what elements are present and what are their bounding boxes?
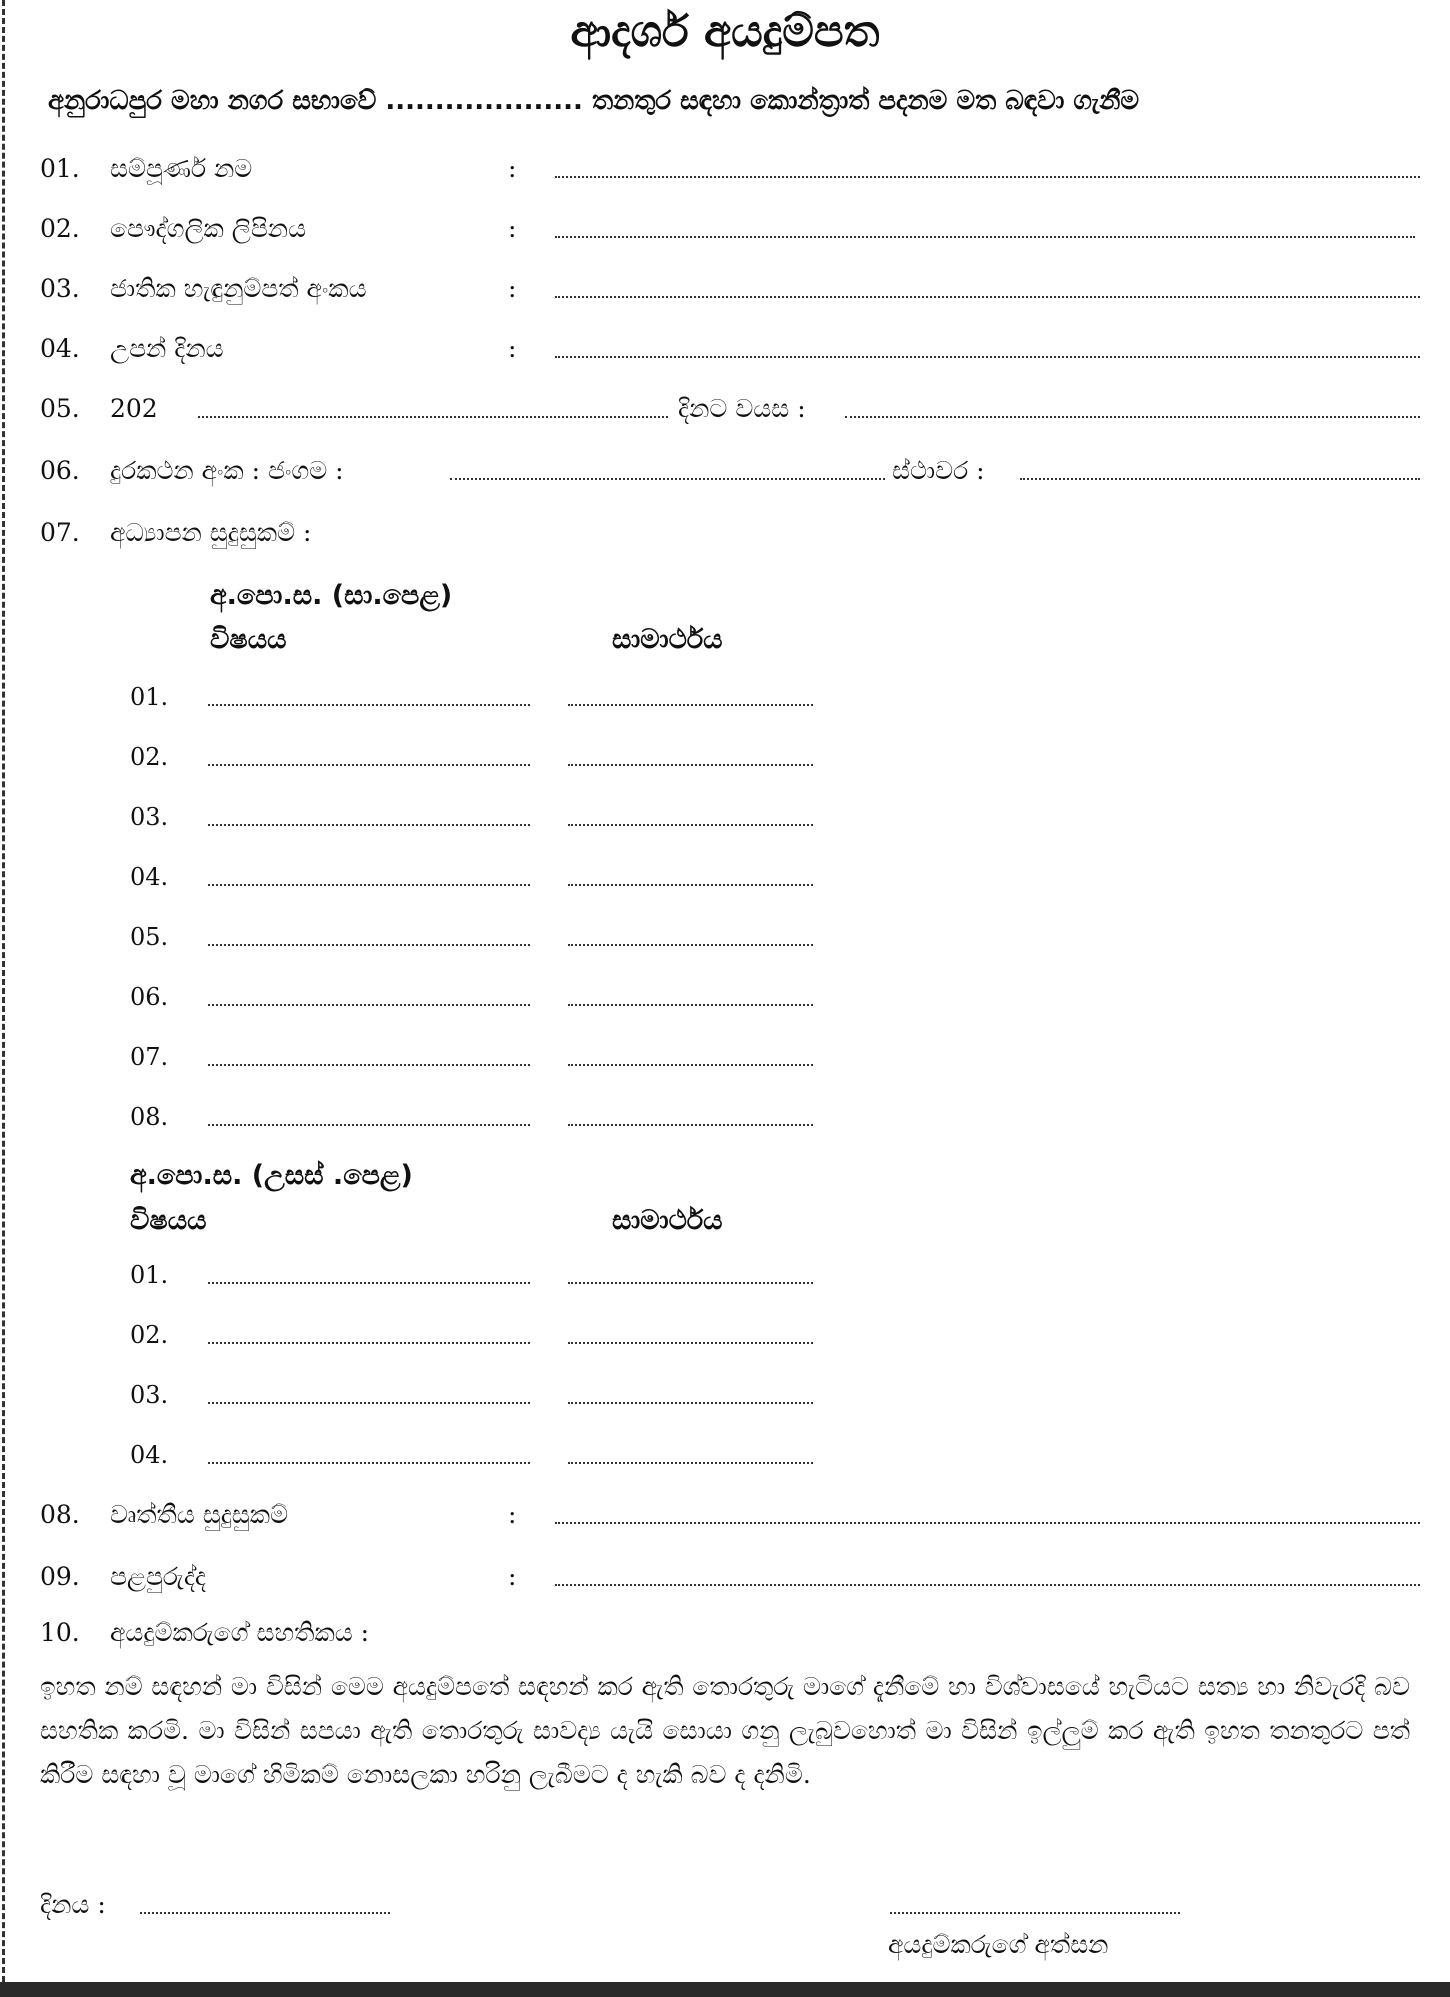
age-year-prefix: 202 <box>110 394 158 423</box>
grade-input-line[interactable] <box>568 824 813 826</box>
signature-input-line[interactable] <box>890 1912 1180 1914</box>
subject-row-number: 01. <box>130 1261 169 1289</box>
field-number: 03. <box>40 274 80 303</box>
subject-row <box>130 920 830 954</box>
subject-input-line[interactable] <box>208 1462 530 1464</box>
age-date-input-line[interactable] <box>198 416 668 418</box>
subject-row <box>130 800 830 834</box>
subject-row-number: 04. <box>130 863 169 891</box>
field-number: 04. <box>40 334 80 363</box>
field-age <box>40 392 1380 428</box>
field-colon: : <box>508 334 517 363</box>
declaration-paragraph: ඉහත නම් සඳහන් මා විසින් මෙම අයදුම්පතේ සඳහන් කර ඇති තොරතුරු මාගේ දැනීමේ හා විශ්වාසයේ හැටියට සත්‍ය හා නිවැරදි බව සහතික කරමි. මා විසින් සපයා ඇති තොරතුරු සාවද්‍ය යැයි සොයා ගනු ලැබුවහොත් මා විසින් ඉල්ලුම් කර ඇති ඉහත තනතුරට පත් කිරීම සඳහා වූ මාගේ හිමිකම් නොසලකා හරිනු ලැබීමට ද හැකි බව ද දනිමි. <box>40 1672 1410 1789</box>
subject-row-number: 06. <box>130 983 169 1011</box>
subject-row <box>130 980 830 1014</box>
subject-input-line[interactable] <box>208 944 530 946</box>
nic-input-line[interactable] <box>555 296 1420 298</box>
grade-input-line[interactable] <box>568 1342 813 1344</box>
subject-row <box>130 740 830 774</box>
phone-landline-label: ස්ථාවර : <box>892 456 985 485</box>
subject-input-line[interactable] <box>208 704 530 706</box>
field-label: පළපුරුද්ද <box>110 1562 207 1591</box>
field-label: සම්පූර්ණ නම <box>110 154 253 183</box>
subject-row-number: 03. <box>130 803 169 831</box>
grade-input-line[interactable] <box>568 704 813 706</box>
field-colon: : <box>508 1500 517 1529</box>
field-label: පෞද්ගලික ලිපිනය <box>110 214 307 243</box>
field-certification <box>40 1616 640 1652</box>
subject-row-number: 03. <box>130 1381 169 1409</box>
field-label: අයදුම්කරුගේ සහතිකය : <box>110 1618 370 1647</box>
field-colon: : <box>508 154 517 183</box>
age-input-line[interactable] <box>845 416 1420 418</box>
subject-row <box>130 680 830 714</box>
field-label: වෘත්තීය සුදුසුකම් <box>110 1500 289 1529</box>
grade-input-line[interactable] <box>568 1124 813 1126</box>
date-field <box>40 1888 106 1924</box>
subject-row <box>130 1378 830 1412</box>
ol-grade-header: සාමාර්ථය <box>612 624 723 655</box>
field-colon: : <box>508 1562 517 1591</box>
field-number: 02. <box>40 214 80 243</box>
subject-row-number: 04. <box>130 1441 169 1469</box>
phone-mobile-label: දුරකථන අංක : ජංගම : <box>110 456 344 485</box>
subject-input-line[interactable] <box>208 764 530 766</box>
field-colon: : <box>508 214 517 243</box>
subject-input-line[interactable] <box>208 1064 530 1066</box>
field-label: උපන් දිනය <box>110 334 224 363</box>
grade-input-line[interactable] <box>568 1462 813 1464</box>
grade-input-line[interactable] <box>568 764 813 766</box>
date-input-line[interactable] <box>140 1912 390 1914</box>
landline-input-line[interactable] <box>1020 478 1420 480</box>
address-input-line[interactable] <box>555 236 1415 238</box>
field-number: 07. <box>40 518 80 547</box>
field-label: ජාතික හැඳුනුම්පත් අංකය <box>110 274 367 303</box>
subject-row <box>130 1438 830 1472</box>
subject-row <box>130 1040 830 1074</box>
subject-input-line[interactable] <box>208 1402 530 1404</box>
field-number: 08. <box>40 1500 80 1529</box>
subject-row <box>130 1258 830 1292</box>
ol-heading: අ.පො.ස. (සා.පෙළ) <box>210 580 453 611</box>
grade-input-line[interactable] <box>568 1402 813 1404</box>
mobile-input-line[interactable] <box>450 478 885 480</box>
al-subject-header: විෂයය <box>130 1205 207 1236</box>
grade-input-line[interactable] <box>568 1064 813 1066</box>
subject-row-number: 01. <box>130 683 169 711</box>
form-title: ආදර්ශ අයදුම්පත <box>570 6 880 57</box>
field-full-name <box>40 152 1380 188</box>
grade-input-line[interactable] <box>568 884 813 886</box>
grade-input-line[interactable] <box>568 1282 813 1284</box>
subject-row-number: 07. <box>130 1043 169 1071</box>
field-address <box>40 212 1380 248</box>
full-name-input-line[interactable] <box>555 176 1420 178</box>
field-colon: : <box>508 274 517 303</box>
subject-row-number: 02. <box>130 743 169 771</box>
subject-input-line[interactable] <box>208 884 530 886</box>
field-number: 05. <box>40 394 80 423</box>
subject-input-line[interactable] <box>208 1004 530 1006</box>
field-number: 09. <box>40 1562 80 1591</box>
experience-input-line[interactable] <box>555 1584 1420 1586</box>
grade-input-line[interactable] <box>568 944 813 946</box>
subject-row-number: 05. <box>130 923 169 951</box>
bottom-band <box>0 1982 1450 1997</box>
field-professional-qualifications <box>40 1498 1380 1534</box>
al-heading: අ.පො.ස. (උසස් .පෙළ) <box>130 1160 413 1191</box>
subject-input-line[interactable] <box>208 1342 530 1344</box>
professional-input-line[interactable] <box>555 1522 1420 1524</box>
subject-row <box>130 860 830 894</box>
age-label: දිනට වයස : <box>678 394 806 423</box>
field-education <box>40 516 640 552</box>
subject-row-number: 02. <box>130 1321 169 1349</box>
subject-input-line[interactable] <box>208 1124 530 1126</box>
subject-input-line[interactable] <box>208 824 530 826</box>
subject-row <box>130 1318 830 1352</box>
date-label: දිනය : <box>40 1890 106 1919</box>
field-number: 06. <box>40 456 80 485</box>
field-date-of-birth <box>40 332 1380 368</box>
al-grade-header: සාමාර්ථය <box>612 1205 723 1236</box>
subject-input-line[interactable] <box>208 1282 530 1284</box>
signature-label: අයදුම්කරුගේ අත්සන <box>888 1930 1109 1959</box>
subject-row <box>130 1100 830 1134</box>
form-subtitle: අනුරාධපුර මහා නගර සභාවේ .................... තනතුර සඳහා කොන්ත්‍රාත් පදනම මත බඳවා ගැනීම <box>48 86 1140 116</box>
field-label: අධ්‍යාපන සුදුසුකම් : <box>110 518 312 547</box>
field-number: 10. <box>40 1618 80 1647</box>
field-nic-number <box>40 272 1380 308</box>
subject-row-number: 08. <box>130 1103 169 1131</box>
dashed-cut-border <box>2 0 5 1982</box>
ol-subject-header: විෂයය <box>210 624 287 655</box>
field-phone <box>40 454 1380 490</box>
grade-input-line[interactable] <box>568 1004 813 1006</box>
field-number: 01. <box>40 154 80 183</box>
dob-input-line[interactable] <box>555 356 1420 358</box>
field-experience <box>40 1560 1380 1596</box>
